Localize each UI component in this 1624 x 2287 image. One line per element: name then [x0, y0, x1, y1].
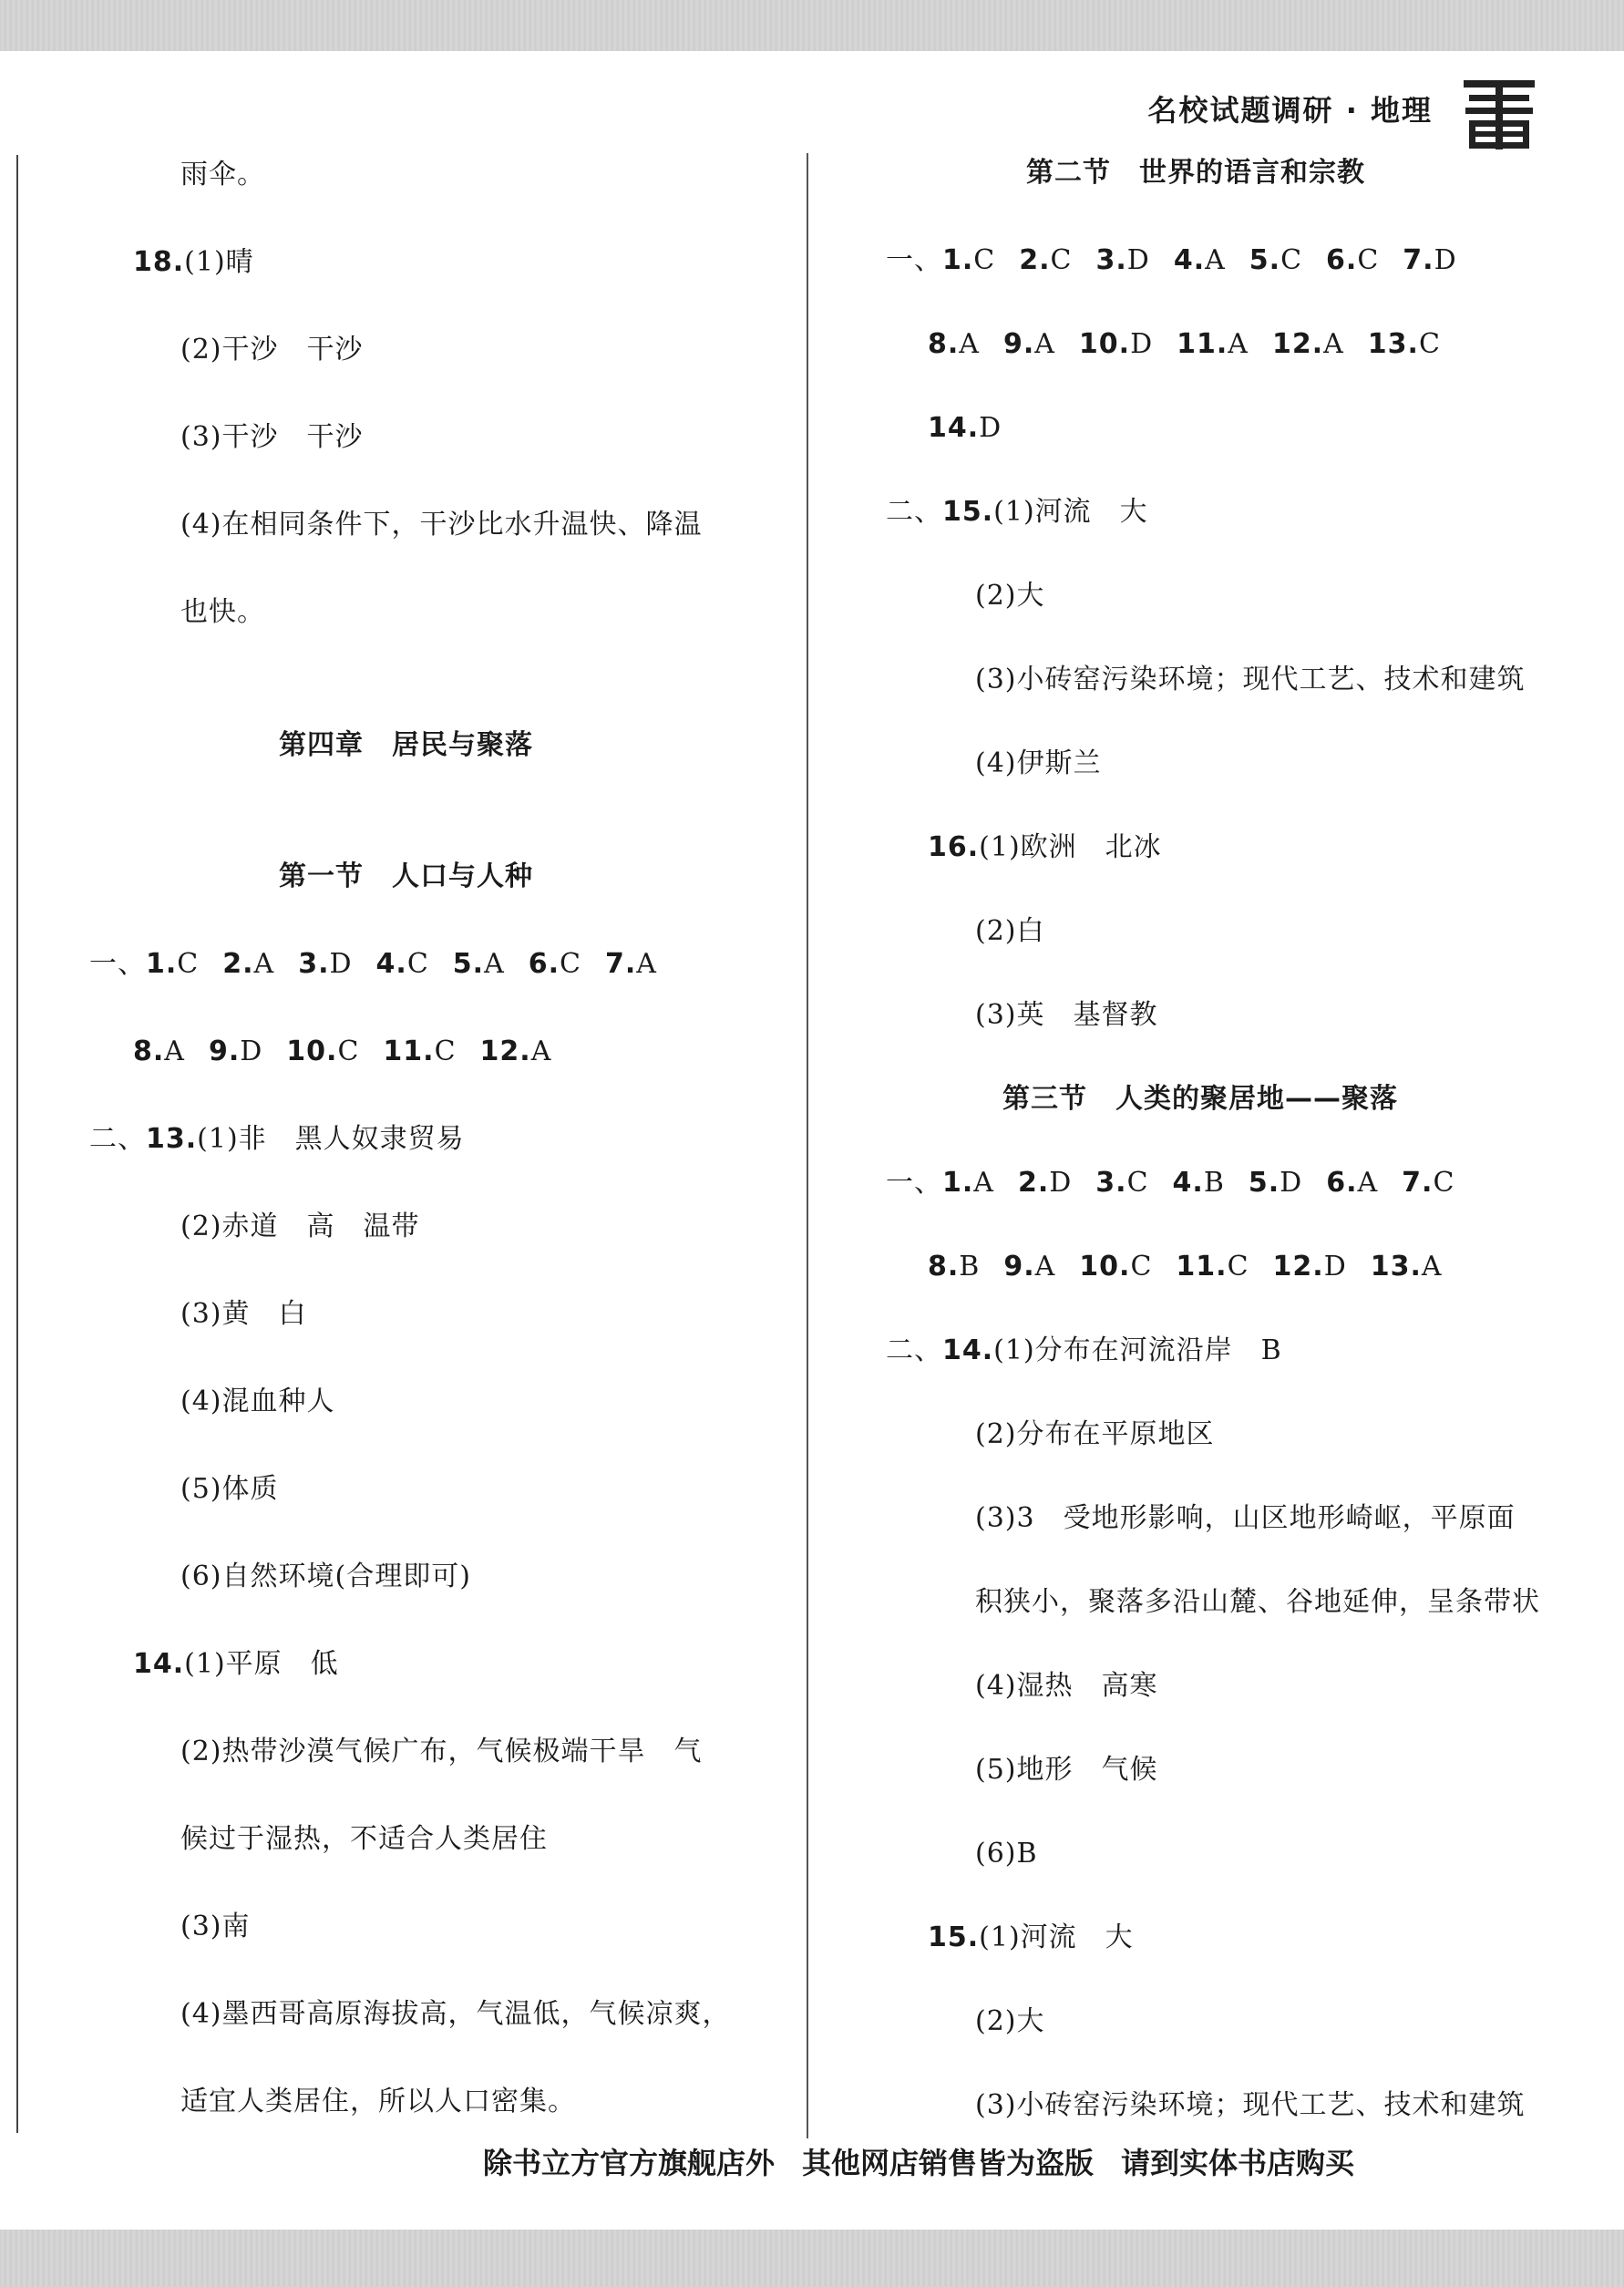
q15-settle-answer-3: (3)小砖窑污染环境；现代工艺、技术和建筑 — [975, 2089, 1526, 2121]
footer-part-2: 其他网店销售皆为盗版 — [802, 2146, 1095, 2180]
mc3-question-number: 11. — [1176, 1251, 1228, 1283]
mc3-question-number: 4. — [1172, 1167, 1204, 1199]
q14-answer-1: (1)平原 低 — [184, 1648, 339, 1680]
mc1-answer — [529, 948, 581, 980]
mc3-answer — [1079, 1251, 1152, 1283]
mc2-answer — [1079, 328, 1153, 360]
q14-settle-answer-4: (4)湿热 高寒 — [975, 1670, 1158, 1702]
q18-part1 — [133, 244, 254, 281]
left-line-umbrella: 雨伞。 — [180, 159, 265, 191]
section-title-2: 第二节 世界的语言和宗教 — [1026, 157, 1365, 189]
mc3-answer — [1249, 1167, 1302, 1199]
mc3-question-number: 9. — [1003, 1251, 1035, 1283]
q18-answer-4-line1: (4)在相同条件下，干沙比水升温快、降温 — [180, 509, 703, 541]
mc1-question-number: 8. — [133, 1035, 165, 1067]
mc3-question-number: 7. — [1402, 1167, 1434, 1199]
mc1-question-number: 9. — [208, 1035, 241, 1067]
mc2-answer — [1249, 244, 1302, 276]
mc1-row2 — [133, 1034, 575, 1070]
mc2-answer-letter: C — [1280, 244, 1303, 276]
mc3-answer-letter: B — [1203, 1167, 1225, 1199]
mc3-answer — [1176, 1251, 1249, 1283]
mc3-answer — [928, 1251, 980, 1283]
mc2-question-number: 5. — [1249, 244, 1281, 276]
q16-answer-3: (3)英 基督教 — [975, 999, 1158, 1031]
q14-settle-answer-3-line1: (3)3 受地形影响，山区地形崎岖，平原面 — [975, 1502, 1516, 1534]
mc2-answer — [1019, 244, 1072, 276]
mc2-question-number: 7. — [1403, 244, 1434, 276]
mc2-answer-letter: C — [1050, 244, 1073, 276]
q14-settle-prefix: 二、 — [886, 1334, 942, 1366]
mc1-answer — [298, 948, 352, 980]
mc1-answer-letter: D — [240, 1035, 263, 1067]
top-scan-band — [0, 0, 1624, 51]
mc2-row3 — [928, 410, 1025, 447]
mc1-question-number: 3. — [298, 948, 330, 980]
mc3-question-number: 8. — [928, 1251, 960, 1283]
mc2-answer — [1272, 328, 1344, 360]
mc3-answer — [1402, 1167, 1454, 1199]
q14-answer-2-line2: 候过于湿热，不适合人类居住 — [180, 1823, 548, 1855]
mc2-question-number: 4. — [1173, 244, 1206, 276]
mc1-answer-letter: C — [560, 948, 581, 980]
mc1-question-number: 4. — [375, 948, 407, 980]
mc1-answer-letter: A — [636, 948, 657, 980]
q18-answer-3: (3)干沙 干沙 — [180, 421, 364, 453]
book-logo-icon — [1462, 78, 1537, 151]
mc3-answer-letter: D — [1049, 1167, 1073, 1199]
q18-answer-4-line2: 也快。 — [180, 596, 265, 628]
mc2-answer — [1096, 244, 1150, 276]
mc1-row1 — [89, 946, 681, 983]
mc3-question-number: 3. — [1095, 1167, 1127, 1199]
q14-number: 14. — [133, 1648, 185, 1680]
q15-settle-answer-2: (2)大 — [975, 2005, 1045, 2037]
section-title-3: 第三节 人类的聚居地——聚落 — [1002, 1083, 1398, 1115]
mc2-question-number: 9. — [1002, 328, 1035, 360]
q14-settle-answer-1: (1)分布在河流沿岸 B — [993, 1334, 1282, 1366]
mc2-question-number: 10. — [1078, 328, 1131, 360]
mc2-answer — [942, 244, 995, 276]
mc3-question-number: 6. — [1326, 1167, 1358, 1199]
mc1-question-number: 6. — [528, 948, 560, 980]
page-edge-line — [16, 155, 18, 2133]
footer-part-3: 请到实体书店购买 — [1121, 2146, 1355, 2180]
mc3-answer — [1003, 1251, 1055, 1283]
footer-notice — [483, 2140, 1531, 2182]
mc2-question-number: 8. — [928, 328, 960, 360]
q13-answer-1: (1)非 黑人奴隶贸易 — [197, 1123, 465, 1155]
section-title-1: 第一节 人口与人种 — [279, 860, 533, 892]
mc1-answer — [453, 948, 505, 980]
mc3-row1 — [886, 1165, 1478, 1201]
mc1-answer — [133, 1035, 185, 1067]
mc3-answer — [1095, 1167, 1148, 1199]
mc3-answer-letter: C — [1126, 1167, 1149, 1199]
q15-settle-answer-1: (1)河流 大 — [979, 1921, 1134, 1953]
q14-settle-answer-3-line2: 积狭小，聚落多沿山麓、谷地延伸，呈条带状 — [975, 1586, 1540, 1618]
mc1-question-number: 5. — [452, 948, 485, 980]
mc2-answer-letter: D — [1126, 244, 1150, 276]
q16-part1 — [928, 829, 1162, 866]
q13-part1 — [89, 1121, 465, 1158]
mc1-answer-letter: C — [177, 948, 200, 980]
q18-answer-1: (1)晴 — [184, 246, 254, 278]
mc2-answer-letter: D — [1130, 328, 1154, 360]
q15-lang-answer-1: (1)河流 大 — [993, 496, 1148, 528]
q16-number: 16. — [928, 831, 980, 863]
mc1-answer — [376, 948, 429, 980]
q18-number: 18. — [133, 246, 185, 278]
mc2-answer-letter: C — [1357, 244, 1380, 276]
footer-part-1: 除书立方官方旗舰店外 — [483, 2146, 776, 2180]
mc2-answer — [1177, 328, 1249, 360]
mc2-answer-letter: A — [1034, 328, 1055, 360]
mc1-question-number: 11. — [383, 1035, 435, 1067]
mc3-answer — [1273, 1251, 1347, 1283]
q15-lang-answer-4: (4)伊斯兰 — [975, 747, 1102, 779]
q16-answer-1: (1)欧洲 北冰 — [979, 831, 1162, 863]
mc2-answer-letter: D — [1434, 244, 1457, 276]
mc1-answer-letter: D — [329, 948, 353, 980]
mc2-answer — [928, 328, 980, 360]
mc1-answer — [383, 1035, 456, 1067]
mc1-answer — [605, 948, 657, 980]
q14-answer-4-line2: 适宜人类居住，所以人口密集。 — [180, 2086, 576, 2117]
mc1-question-number: 10. — [286, 1035, 338, 1067]
q14-part1 — [133, 1646, 339, 1683]
mc3-question-number: 1. — [942, 1167, 974, 1199]
mc3-answer-letter: A — [1034, 1251, 1056, 1283]
mc3-answer — [942, 1167, 994, 1199]
mc3-answer-letter: C — [1130, 1251, 1153, 1283]
q13-answer-5: (5)体质 — [180, 1473, 279, 1505]
mc2-question-number: 11. — [1177, 328, 1228, 360]
mc2-question-number: 12. — [1271, 328, 1324, 360]
mc3-prefix: 一、 — [886, 1167, 942, 1199]
q15-lang-number: 15. — [942, 496, 994, 528]
mc2-answer — [1326, 244, 1379, 276]
mc1-question-number: 7. — [605, 948, 637, 980]
mc3-answer-letter: D — [1323, 1251, 1347, 1283]
mc1-question-number: 1. — [146, 948, 178, 980]
q13-answer-4: (4)混血种人 — [180, 1386, 335, 1417]
column-divider — [807, 153, 808, 2138]
mc2-answer-letter: C — [1418, 328, 1441, 360]
mc3-question-number: 13. — [1370, 1251, 1422, 1283]
mc2-answer — [1003, 328, 1055, 360]
mc1-answer — [286, 1035, 359, 1067]
mc3-answer — [1173, 1167, 1225, 1199]
mc2-answer — [1368, 328, 1441, 360]
mc3-question-number: 10. — [1079, 1251, 1131, 1283]
mc2-question-number: 6. — [1326, 244, 1358, 276]
mc3-answer — [1371, 1251, 1443, 1283]
q14-settle-part1 — [886, 1333, 1282, 1369]
mc3-answer — [1326, 1167, 1378, 1199]
mc3-row2 — [928, 1249, 1466, 1285]
bottom-scan-band — [0, 2230, 1624, 2287]
mc2-question-number: 3. — [1095, 244, 1127, 276]
mc2-prefix: 一、 — [886, 244, 942, 276]
q13-answer-2: (2)赤道 高 温带 — [180, 1210, 420, 1242]
q13-answer-6: (6)自然环境(合理即可) — [180, 1561, 471, 1592]
mc3-answer-letter: A — [1357, 1167, 1379, 1199]
mc1-answer — [146, 948, 199, 980]
mc3-answer — [1018, 1167, 1072, 1199]
mc3-answer-letter: A — [973, 1167, 994, 1199]
chapter-title: 第四章 居民与聚落 — [279, 729, 533, 761]
mc1-answer-letter: C — [337, 1035, 360, 1067]
mc1-question-number: 12. — [479, 1035, 531, 1067]
mc1-answer-letter: C — [434, 1035, 457, 1067]
q18-answer-2: (2)干沙 干沙 — [180, 334, 364, 366]
mc2-question-number: 2. — [1019, 244, 1051, 276]
mc3-answer-letter: B — [959, 1251, 981, 1283]
q15-settle-number: 15. — [928, 1921, 980, 1953]
q13-number: 13. — [146, 1123, 198, 1155]
mc2-answer-letter: A — [1228, 328, 1249, 360]
mc2-row2 — [928, 326, 1465, 363]
mc2-answer-letter: A — [1205, 244, 1226, 276]
mc2-answer-letter: A — [1323, 328, 1344, 360]
mc1-answer-letter: A — [253, 948, 275, 980]
q14-answer-4-line1: (4)墨西哥高原海拔高，气温低，气候凉爽， — [180, 1998, 731, 2030]
mc1-answer-letter: C — [406, 948, 429, 980]
header-brand: 名校试题调研 · 地理 — [1147, 93, 1433, 128]
mc1-question-number: 2. — [222, 948, 254, 980]
mc3-answer-letter: C — [1227, 1251, 1249, 1283]
mc2-row1 — [886, 242, 1481, 279]
q15-lang-answer-3: (3)小砖窑污染环境；现代工艺、技术和建筑 — [975, 664, 1526, 695]
q14-answer-3: (3)南 — [180, 1911, 251, 1942]
q15-lang-answer-2: (2)大 — [975, 580, 1045, 612]
mc2-question-number: 13. — [1367, 328, 1419, 360]
mc3-question-number: 5. — [1248, 1167, 1280, 1199]
q15-settle-part1 — [928, 1920, 1134, 1956]
mc2-answer — [1174, 244, 1226, 276]
mc1-answer-letter: A — [530, 1035, 552, 1067]
q14-answer-2-line1: (2)热带沙漠气候广布，气候极端干旱 气 — [180, 1736, 703, 1767]
mc2-answer — [928, 412, 1002, 444]
mc1-answer-letter: A — [164, 1035, 185, 1067]
q14-settle-number: 14. — [942, 1334, 994, 1366]
q15-lang-part1 — [886, 494, 1148, 531]
mc3-question-number: 12. — [1272, 1251, 1324, 1283]
mc2-answer-letter: D — [979, 412, 1002, 444]
mc3-question-number: 2. — [1017, 1167, 1050, 1199]
q14-settle-answer-2: (2)分布在平原地区 — [975, 1418, 1215, 1450]
mc2-answer-letter: A — [959, 328, 980, 360]
mc1-answer — [209, 1035, 262, 1067]
mc2-answer — [1403, 244, 1456, 276]
mc1-prefix: 一、 — [89, 948, 146, 980]
mc3-answer-letter: D — [1280, 1167, 1303, 1199]
mc1-answer-letter: A — [484, 948, 505, 980]
mc3-answer-letter: C — [1433, 1167, 1455, 1199]
mc2-answer-letter: C — [973, 244, 996, 276]
q14-settle-answer-6: (6)B — [975, 1838, 1038, 1870]
mc1-answer — [480, 1035, 552, 1067]
mc2-question-number: 14. — [928, 412, 980, 444]
mc2-question-number: 1. — [942, 244, 974, 276]
q13-prefix: 二、 — [89, 1123, 146, 1155]
mc1-answer — [222, 948, 274, 980]
q14-settle-answer-5: (5)地形 气候 — [975, 1754, 1158, 1786]
q16-answer-2: (2)白 — [975, 915, 1045, 947]
q15-lang-prefix: 二、 — [886, 496, 942, 528]
mc3-answer-letter: A — [1421, 1251, 1443, 1283]
q13-answer-3: (3)黄 白 — [180, 1298, 307, 1330]
